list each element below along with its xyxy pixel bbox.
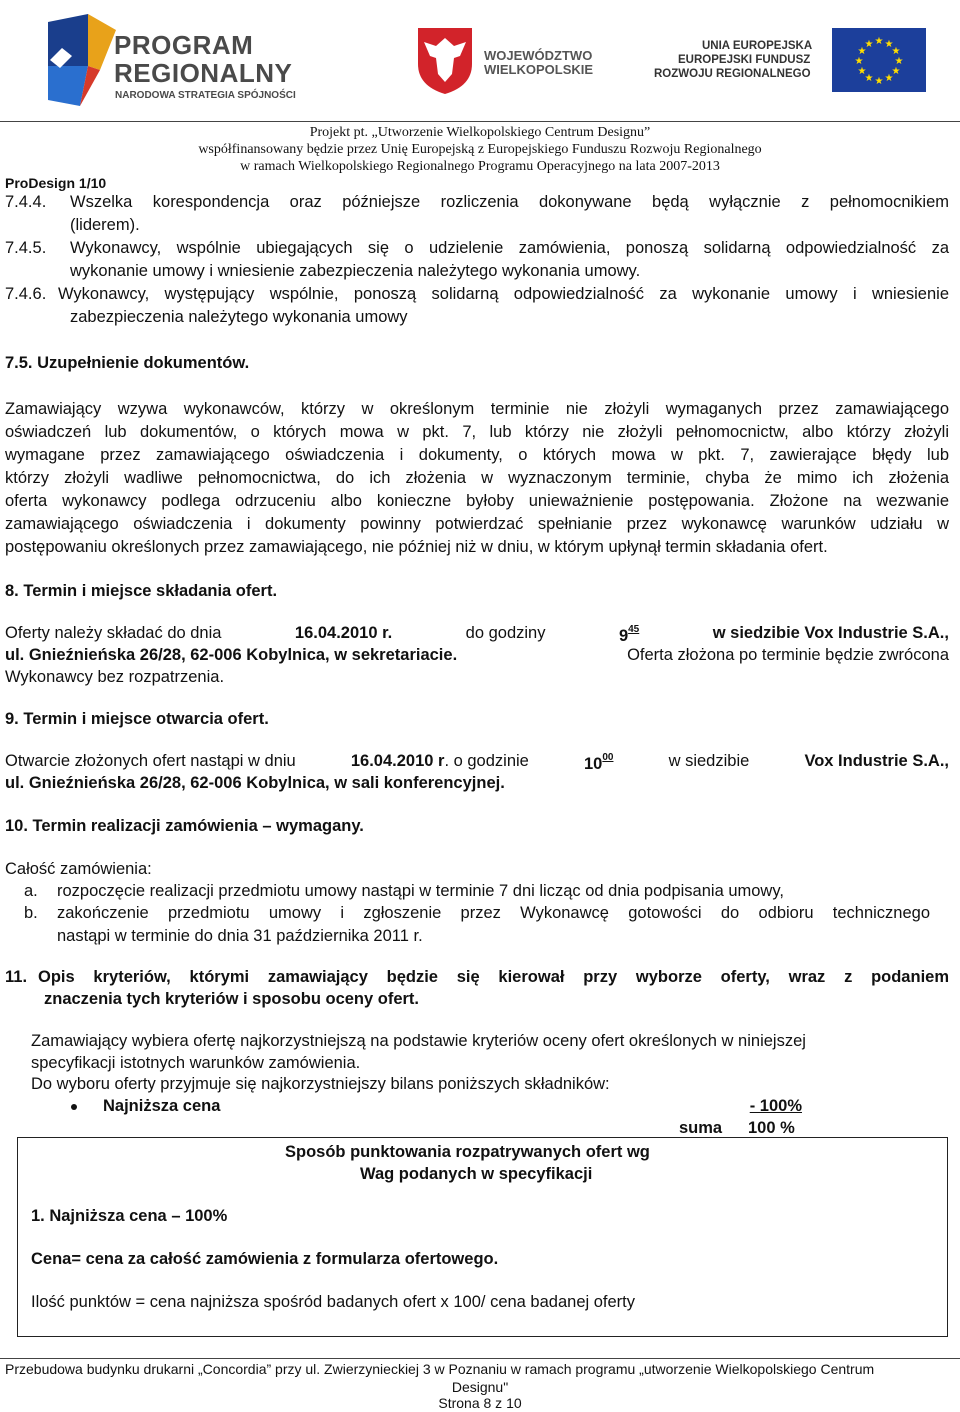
- p746-number: 7.4.6.: [5, 285, 47, 303]
- p746-line1: Wykonawcy, występujący wspólnie, ponoszą solidarną odpowiedzialność za wykonanie umowy i wniesienie: [58, 285, 949, 303]
- s9-text-a: Otwarcie złożonych ofert nastąpi w dniu: [5, 752, 296, 770]
- sum-value: 100 %: [748, 1119, 795, 1137]
- project-line2: współfinansowany będzie przez Unię Europejską z Europejskiego Funduszu Rozwoju Regionalnego: [198, 142, 762, 157]
- s75-line1: Zamawiający wzywa wykonawców, którzy w określonym terminie nie złożyli wymaganych przez zamawiającego: [5, 400, 949, 418]
- s9-hour: $10^{00}$: [583, 752, 614, 773]
- program-line2: REGIONALNY: [114, 58, 293, 88]
- bullet-icon: [71, 1104, 77, 1110]
- p745-line1: Wykonawcy, wspólnie ubiegających się o udzielenie zamówienia, ponoszą solidarną odpowiedzialność za: [70, 239, 949, 257]
- criterion-weight: [528, 1097, 802, 1116]
- criterion-name: Najniższa cena: [103, 1097, 221, 1115]
- svg-text:★: ★: [854, 56, 864, 67]
- s9-text-b: . o godzinie: [444, 752, 529, 770]
- s75-line2: oświadczeń lub dokumentów, o których mowa w pkt. 7, lub którzy nie złożyli pełnomocnictw, albo którzy złożyli: [5, 423, 949, 441]
- s8-date: 16.04.2010 r.: [294, 624, 393, 642]
- footer-line2: Designu": [451, 1379, 509, 1395]
- p746-line2: zabezpieczenia należytego wykonania umowy: [70, 308, 408, 326]
- footer-line1: Przebudowa budynku drukarni „Concordia” przy ul. Zwierzynieckiej 3 w Poznaniu w ramach programu „utworzenie Wielkopolskiego Centrum: [5, 1361, 875, 1377]
- program-line3: NARODOWA STRATEGIA SPÓJNOŚCI: [115, 90, 296, 101]
- nss-logo-icon: [40, 10, 120, 110]
- section-10-title: 10. Termin realizacji zamówienia – wymagany.: [5, 817, 364, 835]
- footer-rule: [0, 1358, 960, 1359]
- s10-b-line2: nastąpi w terminie do dnia 31 października 2011 r.: [57, 927, 423, 945]
- s8-place: w siedzibie Vox Industrie S.A.,: [712, 624, 949, 642]
- p745-number: 7.4.5.: [5, 239, 47, 257]
- s8-line2: [5, 646, 949, 665]
- s9-date: 16.04.2010 r: [350, 752, 445, 770]
- ue-line1: UNIA EUROPEJSKA: [702, 40, 813, 52]
- section-8-title: 8. Termin i miejsce składania ofert.: [5, 582, 278, 600]
- svg-text:★: ★: [891, 46, 901, 57]
- program-line1: PROGRAM: [114, 30, 254, 60]
- s9-line1: [5, 752, 949, 774]
- s10-a-text: rozpoczęcie realizacji przedmiotu umowy nastąpi w terminie 7 dni licząc od dnia podpisania umowy,: [57, 882, 784, 900]
- page-number: Strona 8 z 10: [438, 1395, 522, 1411]
- s8-text-a: Oferty należy składać do dnia: [5, 624, 222, 642]
- svg-text:★: ★: [894, 56, 904, 67]
- ue-line2: EUROPEJSKI FUNDUSZ: [678, 54, 811, 66]
- s8-address: ul. Gnieźnieńska 26/28, 62-006 Kobylnica, w sekretariacie.: [5, 646, 458, 664]
- s8-line3: Wykonawcy bez rozpatrzenia.: [5, 668, 225, 686]
- section-9-title: 9. Termin i miejsce otwarcia ofert.: [5, 710, 269, 728]
- s8-minutes: 45: [628, 624, 640, 635]
- p744-line1: Wszelka korespondencja oraz późniejsze rozliczenia dokonywane będą wyłącznie z pełnomocnikiem: [70, 193, 949, 211]
- ue-line3: ROZWOJU REGIONALNEGO: [654, 68, 811, 80]
- eu-flag-icon: [832, 28, 926, 92]
- scoring-title-line2: Wag podanych w specyfikacji: [360, 1165, 593, 1183]
- s10-intro: Całość zamówienia:: [5, 860, 152, 878]
- svg-text:★: ★: [884, 39, 894, 50]
- s8-line1: [5, 624, 949, 646]
- project-line3: w ramach Wielkopolskiego Regionalnego Programu Operacyjnego na lata 2007-2013: [240, 159, 720, 174]
- doc-ref: ProDesign 1/10: [5, 175, 107, 191]
- section-7-5-title: 7.5. Uzupełnienie dokumentów.: [5, 354, 250, 372]
- s75-line4: którzy złożyli wadliwe pełnomocnictwa, do ich złożenia w wyznaczonym terminie, chyba że mimo ich złożenia: [5, 469, 949, 487]
- s75-line7: postępowaniu określonych przez zamawiającego, nie później niż w dniu, w którym upłynął termin składania ofert.: [5, 538, 828, 556]
- svg-text:★: ★: [857, 46, 867, 57]
- s8-hour: $9^{45}$: [618, 624, 640, 645]
- s9-address: ul. Gnieźnieńska 26/28, 62-006 Kobylnica, w sali konferencyjnej.: [5, 774, 505, 792]
- svg-text:★: ★: [891, 66, 901, 77]
- p744-line2: (liderem).: [70, 216, 140, 234]
- s11-p1-line2: specyfikacji istotnych warunków zamówienia.: [31, 1054, 361, 1072]
- eagle-crest-icon: [414, 24, 476, 96]
- s8-text-c: Oferta złożona po terminie będzie zwrócona: [627, 646, 949, 664]
- scoring-title-line1: Sposób punktowania rozpatrywanych ofert wg: [285, 1143, 650, 1161]
- svg-text:★: ★: [874, 36, 884, 47]
- s10-a-marker: a.: [24, 882, 38, 900]
- s10-b-marker: b.: [24, 904, 38, 922]
- scoring-formula-price: Cena= cena za całość zamówienia z formularza ofertowego.: [31, 1250, 499, 1268]
- wojewodztwo-logo: [414, 24, 614, 104]
- p744-number: 7.4.4.: [5, 193, 47, 211]
- p745-line2: wykonanie umowy i wniesienie zabezpieczenia należytego wykonania umowy.: [70, 262, 641, 280]
- svg-text:★: ★: [864, 39, 874, 50]
- woj-line2: WIELKOPOLSKIE: [484, 62, 594, 77]
- svg-text:★: ★: [857, 66, 867, 77]
- woj-line1: WOJEWÓDZTWO: [484, 48, 593, 63]
- svg-text:★: ★: [874, 76, 884, 87]
- section-11-title-line2: znaczenia tych kryteriów i sposobu oceny ofert.: [44, 990, 420, 1008]
- s9-text-c: w siedzibie: [668, 752, 750, 770]
- criterion-weight-value: - 100%: [749, 1097, 802, 1115]
- s10-b-line1: zakończenie przedmiotu umowy i zgłoszenie przez Wykonawcę gotowości do odbioru technicznego: [57, 904, 930, 922]
- section-11-title-line1: Opis kryteriów, którymi zamawiający będzie się kierował przy wyborze oferty, wraz z podaniem: [38, 968, 949, 986]
- s9-minutes: 00: [602, 752, 614, 763]
- section-11-number: 11.: [5, 968, 28, 986]
- svg-text:★: ★: [884, 73, 894, 84]
- header-rule: [0, 121, 960, 122]
- ue-logo: [650, 28, 952, 98]
- s9-place: Vox Industrie S.A.,: [804, 752, 949, 770]
- s11-p1-line1: Zamawiający wybiera ofertę najkorzystniejszą na podstawie kryteriów oceny ofert określonych w niniejszej: [31, 1032, 806, 1050]
- scoring-formula-points: Ilość punktów = cena najniższa spośród badanych ofert x 100/ cena badanej oferty: [31, 1293, 636, 1311]
- sum-label: suma: [679, 1119, 723, 1137]
- scoring-item: 1. Najniższa cena – 100%: [31, 1207, 228, 1225]
- project-line1: Projekt pt. „Utworzenie Wielkopolskiego Centrum Designu”: [309, 125, 651, 140]
- program-regionalny-logo: [40, 10, 360, 110]
- s11-p2: Do wyboru oferty przyjmuje się najkorzystniejszy bilans poniższych składników:: [31, 1075, 610, 1093]
- s75-line3: wymagane przez zamawiającego oświadczenia i dokumenty, o których mowa w pkt. 7, zawierające błędy lub: [5, 446, 949, 464]
- s75-line6: zamawiającego oświadczenia i dokumenty powinny potwierdzać spełnianie przez wykonawcę warunków udziału w: [5, 515, 949, 533]
- s8-text-b: do godziny: [465, 624, 546, 642]
- s75-line5: oferta wykonawcy podlega odrzuceniu albo konieczne byłoby unieważnienie postępowania. Złożone na wezwanie: [5, 492, 949, 510]
- svg-text:★: ★: [864, 73, 874, 84]
